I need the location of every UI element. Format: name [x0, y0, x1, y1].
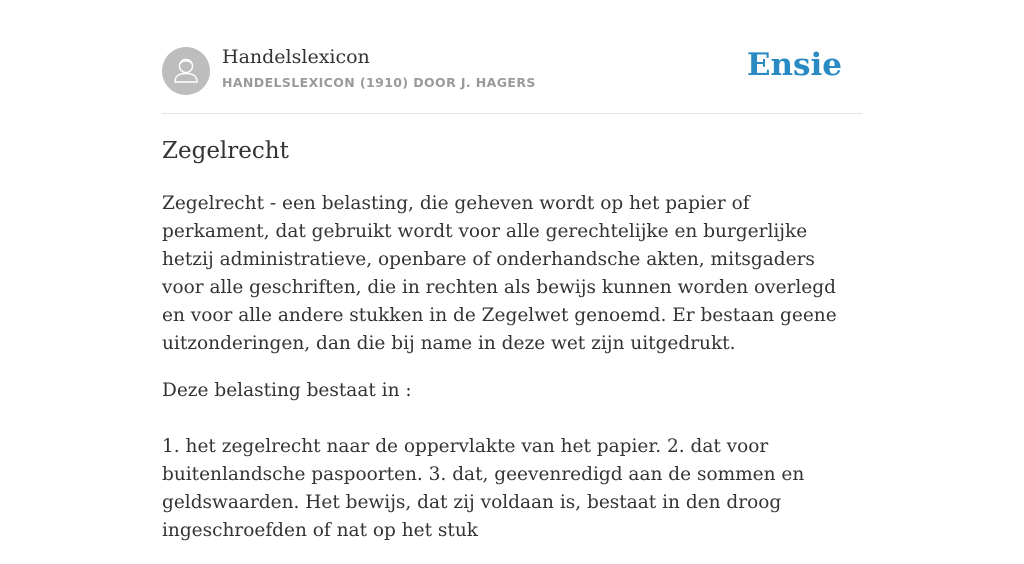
- paragraph-definition: Zegelrecht - een belasting, die geheven wordt op het papier of perkament, dat gebruikt wordt voor alle gerechtelijke en burgerlijke hetzij administratieve, openbare of onderhandsche akten, mitsgaders voor alle geschriften, die in rechten als bewijs kunnen worden overlegd en voor alle andere stukken in de Zegelwet genoemd. Er bestaan geene uitzonderingen, dan die bij name in deze wet zijn uitgedrukt.: [162, 193, 837, 354]
- source-name[interactable]: Handelslexicon: [222, 46, 370, 68]
- paragraph-list: 1. het zegelrecht naar de oppervlakte van het papier. 2. dat voor buitenlandsche paspoorten. 3. dat, geevenredigd aan de sommen en geldswaarden. Het bewijs, dat zij voldaan is, bestaat in den droog ingeschroefden of nat op het stuk: [162, 436, 805, 541]
- user-silhouette-icon: [162, 47, 210, 95]
- source-header: [162, 0, 862, 114]
- source-subtitle[interactable]: HANDELSLEXICON (1910) DOOR J. HAGERS: [222, 75, 536, 90]
- avatar[interactable]: [162, 47, 210, 95]
- paragraph-intro: Deze belasting bestaat in :: [162, 380, 412, 401]
- page-title: Zegelrecht: [162, 138, 289, 164]
- article-body: [162, 190, 862, 564]
- ensie-logo[interactable]: Ensie: [746, 47, 842, 83]
- entry-container: [162, 0, 862, 541]
